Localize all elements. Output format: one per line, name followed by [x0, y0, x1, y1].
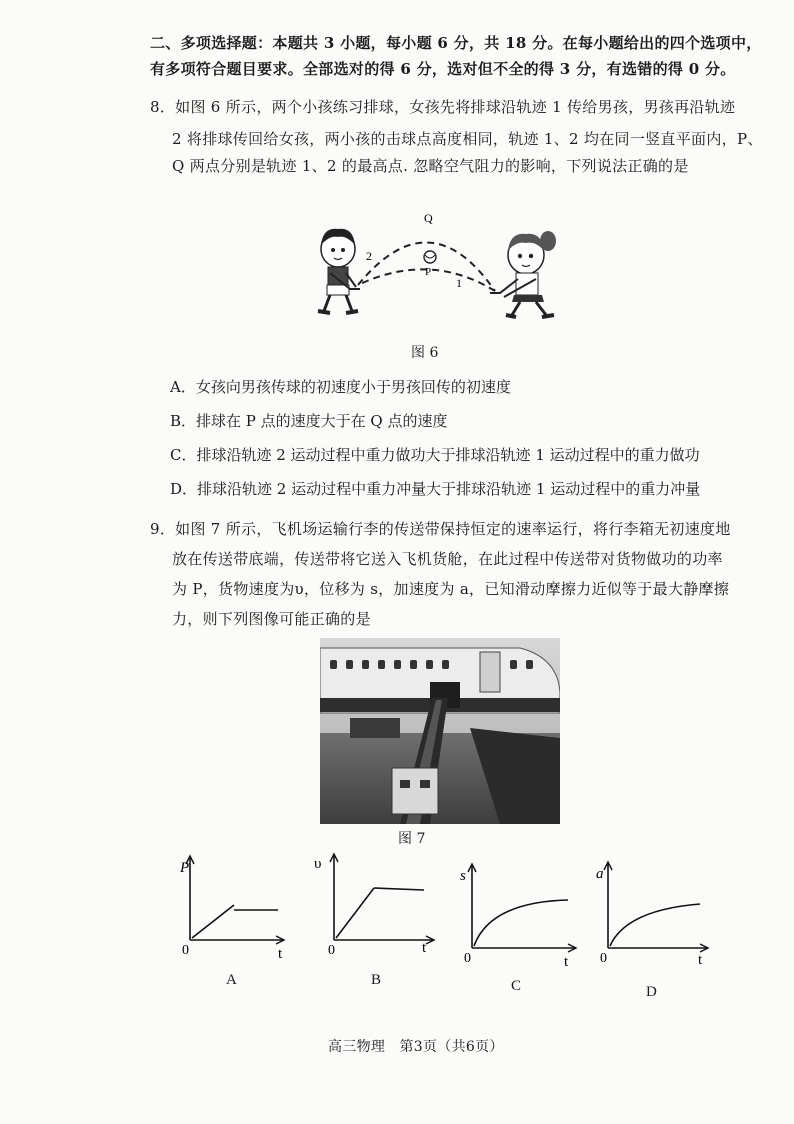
graph-d-ylabel: a: [596, 866, 604, 882]
graph-d-option: D: [646, 984, 657, 1000]
graph-d: [590, 858, 715, 970]
q8-stem-line2: 2 将排球传回给女孩，两小孩的击球点高度相同，轨迹 1、2 均在同一竖直平面内，P、: [172, 130, 763, 148]
graph-c-ylabel: s: [460, 868, 466, 884]
section-heading-line1: 二、多项选择题：本题共 3 小题，每小题 6 分，共 18 分。在每小题给出的四个选项中，: [150, 34, 762, 52]
graph-c-origin: 0: [464, 951, 471, 966]
figure-6-drawing: [290, 205, 580, 330]
graph-b-origin: 0: [328, 943, 335, 958]
label-Q: Q: [424, 211, 433, 225]
q9-stem-line1: 9．如图 7 所示，飞机场运输行李的传送带保持恒定的速率运行，将行李箱无初速度地: [150, 520, 731, 538]
graph-b-xlabel: t: [422, 940, 427, 956]
graph-c-option: C: [511, 978, 522, 994]
graph-a-xlabel: t: [278, 946, 283, 960]
q8-option-d: D．排球沿轨迹 2 运动过程中重力冲量大于排球沿轨迹 1 运动过程中的重力冲量: [170, 480, 701, 498]
q8-option-c: C．排球沿轨迹 2 运动过程中重力做功大于排球沿轨迹 1 运动过程中的重力做功: [170, 446, 700, 464]
graph-a-ylabel: P: [180, 860, 190, 876]
graph-a-option: A: [226, 972, 237, 988]
section-heading-line2: 有多项符合题目要求。全部选对的得 6 分，选对但不全的得 3 分，有选错的得 0 分。: [150, 60, 736, 78]
graph-b: [308, 848, 438, 958]
page-footer: 高三物理 第3页（共6页）: [328, 1039, 504, 1055]
q8-stem-line3: Q 两点分别是轨迹 1、2 的最高点. 忽略空气阻力的影响，下列说法正确的是: [172, 157, 689, 175]
graph-d-origin: 0: [600, 951, 607, 966]
graph-c: [450, 860, 580, 972]
label-1: 1: [456, 276, 462, 290]
figure-7-caption: 图 7: [398, 831, 426, 847]
boy-figure: [318, 229, 360, 313]
graph-b-ylabel: υ: [314, 856, 322, 872]
label-P: P: [425, 266, 432, 278]
q9-stem-line3: 为 P，货物速度为υ，位移为 s，加速度为 a，已知滑动摩擦力近似等于最大静摩擦: [172, 580, 730, 598]
girl-figure: [490, 231, 556, 317]
airport-conveyor-photo: [320, 638, 560, 824]
q9-stem-line4: 力，则下列图像可能正确的是: [172, 610, 371, 628]
graph-d-xlabel: t: [698, 952, 703, 968]
volleyball: [424, 251, 436, 263]
graph-b-option: B: [371, 972, 382, 988]
q8-option-a: A．女孩向男孩传球的初速度小于男孩回传的初速度: [170, 378, 511, 396]
graph-a-origin: 0: [182, 943, 189, 958]
figure-6: [290, 205, 580, 330]
graph-a: [172, 850, 292, 960]
graph-c-xlabel: t: [564, 954, 569, 970]
q8-option-b: B．排球在 P 点的速度大于在 Q 点的速度: [170, 412, 448, 430]
q9-stem-line2: 放在传送带底端，传送带将它送入飞机货舱，在此过程中传送带对货物做功的功率: [172, 550, 723, 568]
label-2: 2: [366, 249, 372, 263]
figure-6-caption: 图 6: [411, 345, 439, 361]
q8-stem-line1: 8．如图 6 所示，两个小孩练习排球，女孩先将排球沿轨迹 1 传给男孩，男孩再沿轨迹: [150, 98, 736, 116]
